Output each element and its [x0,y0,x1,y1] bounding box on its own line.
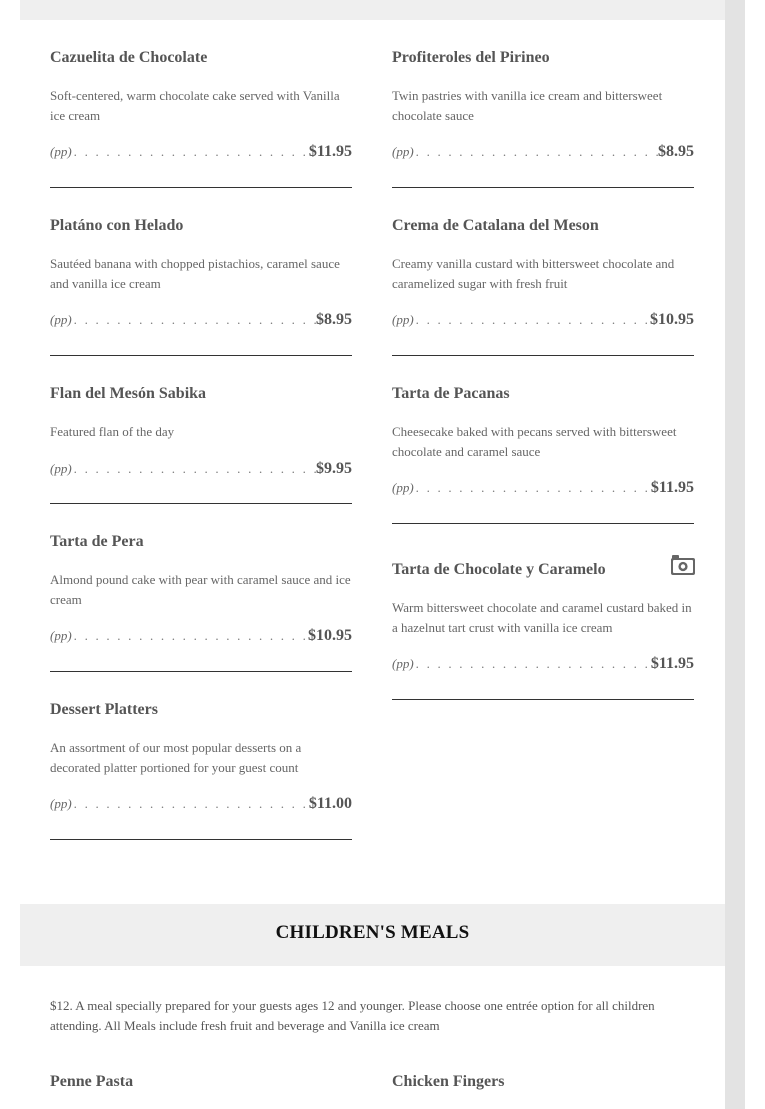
item-name: Cazuelita de Chocolate [50,49,208,66]
item-description: Sautéed banana with chopped pistachios, caramel sauce and vanilla ice cream [50,256,340,291]
menu-item [50,216,352,331]
divider [392,355,694,356]
menu-page [20,0,725,1109]
dot-leader [416,480,651,496]
per-person-label: (pp) [50,460,72,476]
price-line [50,311,352,331]
price-line [50,460,352,480]
divider [50,503,352,504]
item-name: Tarta de Pacanas [392,385,510,402]
price-line [50,627,352,647]
item-description: Almond pound cake with pear with caramel sauce and ice cream [50,572,351,607]
item-name: Penne Pasta [50,1073,134,1090]
item-description: An assortment of our most popular desserts on a decorated platter portioned for your guest count [50,740,302,775]
menu-item [392,216,694,331]
per-person-label: (pp) [50,796,72,811]
item-name: Profiteroles del Pirineo [392,49,550,66]
item-description: Cheesecake baked with pecans served with bittersweet chocolate and caramel sauce [392,424,677,459]
section-intro: $12. A meal specially prepared for your guests ages 12 and younger. Please choose one entrée option for all children attending. All Meals include fresh fruit and beverage and Vanilla ice cream [50,998,655,1033]
item-description: Twin pastries with vanilla ice cream and bittersweet chocolate sauce [392,88,663,123]
price-line [392,143,694,163]
menu-item [392,384,694,499]
item-price: $8.95 [316,311,352,328]
menu-item [392,560,694,675]
dot-leader [416,656,651,672]
item-name: Flan del Mesón Sabika [50,385,207,402]
menu-item [50,48,352,163]
item-description: Creamy vanilla custard with bittersweet chocolate and caramelized sugar with fresh fruit [392,256,675,291]
item-description: Soft-centered, warm chocolate cake served with Vanilla ice cream [50,88,340,123]
item-price: $10.95 [650,311,694,328]
page-gutter [725,0,745,1109]
menu-item [50,532,352,647]
item-price: $11.95 [650,655,694,672]
item-name: Tarta de Pera [50,533,144,550]
section-title: CHILDREN'S MEALS [275,922,470,943]
section-header-band [20,0,725,20]
item-description: Featured flan of the day [50,424,175,439]
dot-leader [416,312,650,328]
divider [392,523,694,524]
divider [392,699,694,700]
item-price: $11.00 [308,795,352,812]
dot-leader [416,144,658,160]
dot-leader [74,461,316,477]
divider [50,187,352,188]
item-price: $8.95 [658,143,694,160]
per-person-label: (pp) [392,312,414,327]
dot-leader [74,628,308,644]
menu-item [392,1072,694,1092]
per-person-label: (pp) [392,144,414,159]
dot-leader [74,144,309,160]
price-line [392,655,694,675]
item-price: $10.95 [308,627,352,644]
item-price: $9.95 [316,459,352,477]
menu-item [50,1072,352,1092]
divider [50,355,352,356]
per-person-label: (pp) [392,656,414,671]
dot-leader [74,796,309,812]
per-person-label: (pp) [50,312,72,327]
divider [392,187,694,188]
menu-item [50,384,352,480]
item-description: Warm bittersweet chocolate and caramel custard baked in a hazelnut tart crust with vanilla ice cream [392,600,692,635]
menu-item [50,700,352,815]
per-person-label: (pp) [50,144,72,159]
divider [50,839,352,840]
dot-leader [74,312,316,328]
divider [50,671,352,672]
price-line [392,311,694,331]
per-person-label: (pp) [50,628,72,643]
price-line [392,479,694,499]
price-line [50,143,352,163]
item-name: Dessert Platters [50,701,158,718]
item-name: Chicken Fingers [392,1073,505,1090]
item-price: $11.95 [308,143,352,160]
item-name: Crema de Catalana del Meson [392,217,599,234]
item-name: Tarta de Chocolate y Caramelo [392,561,606,578]
per-person-label: (pp) [392,480,414,495]
item-name: Platáno con Helado [50,217,184,234]
price-line [50,795,352,815]
menu-item [392,48,694,163]
item-price: $11.95 [650,479,694,496]
